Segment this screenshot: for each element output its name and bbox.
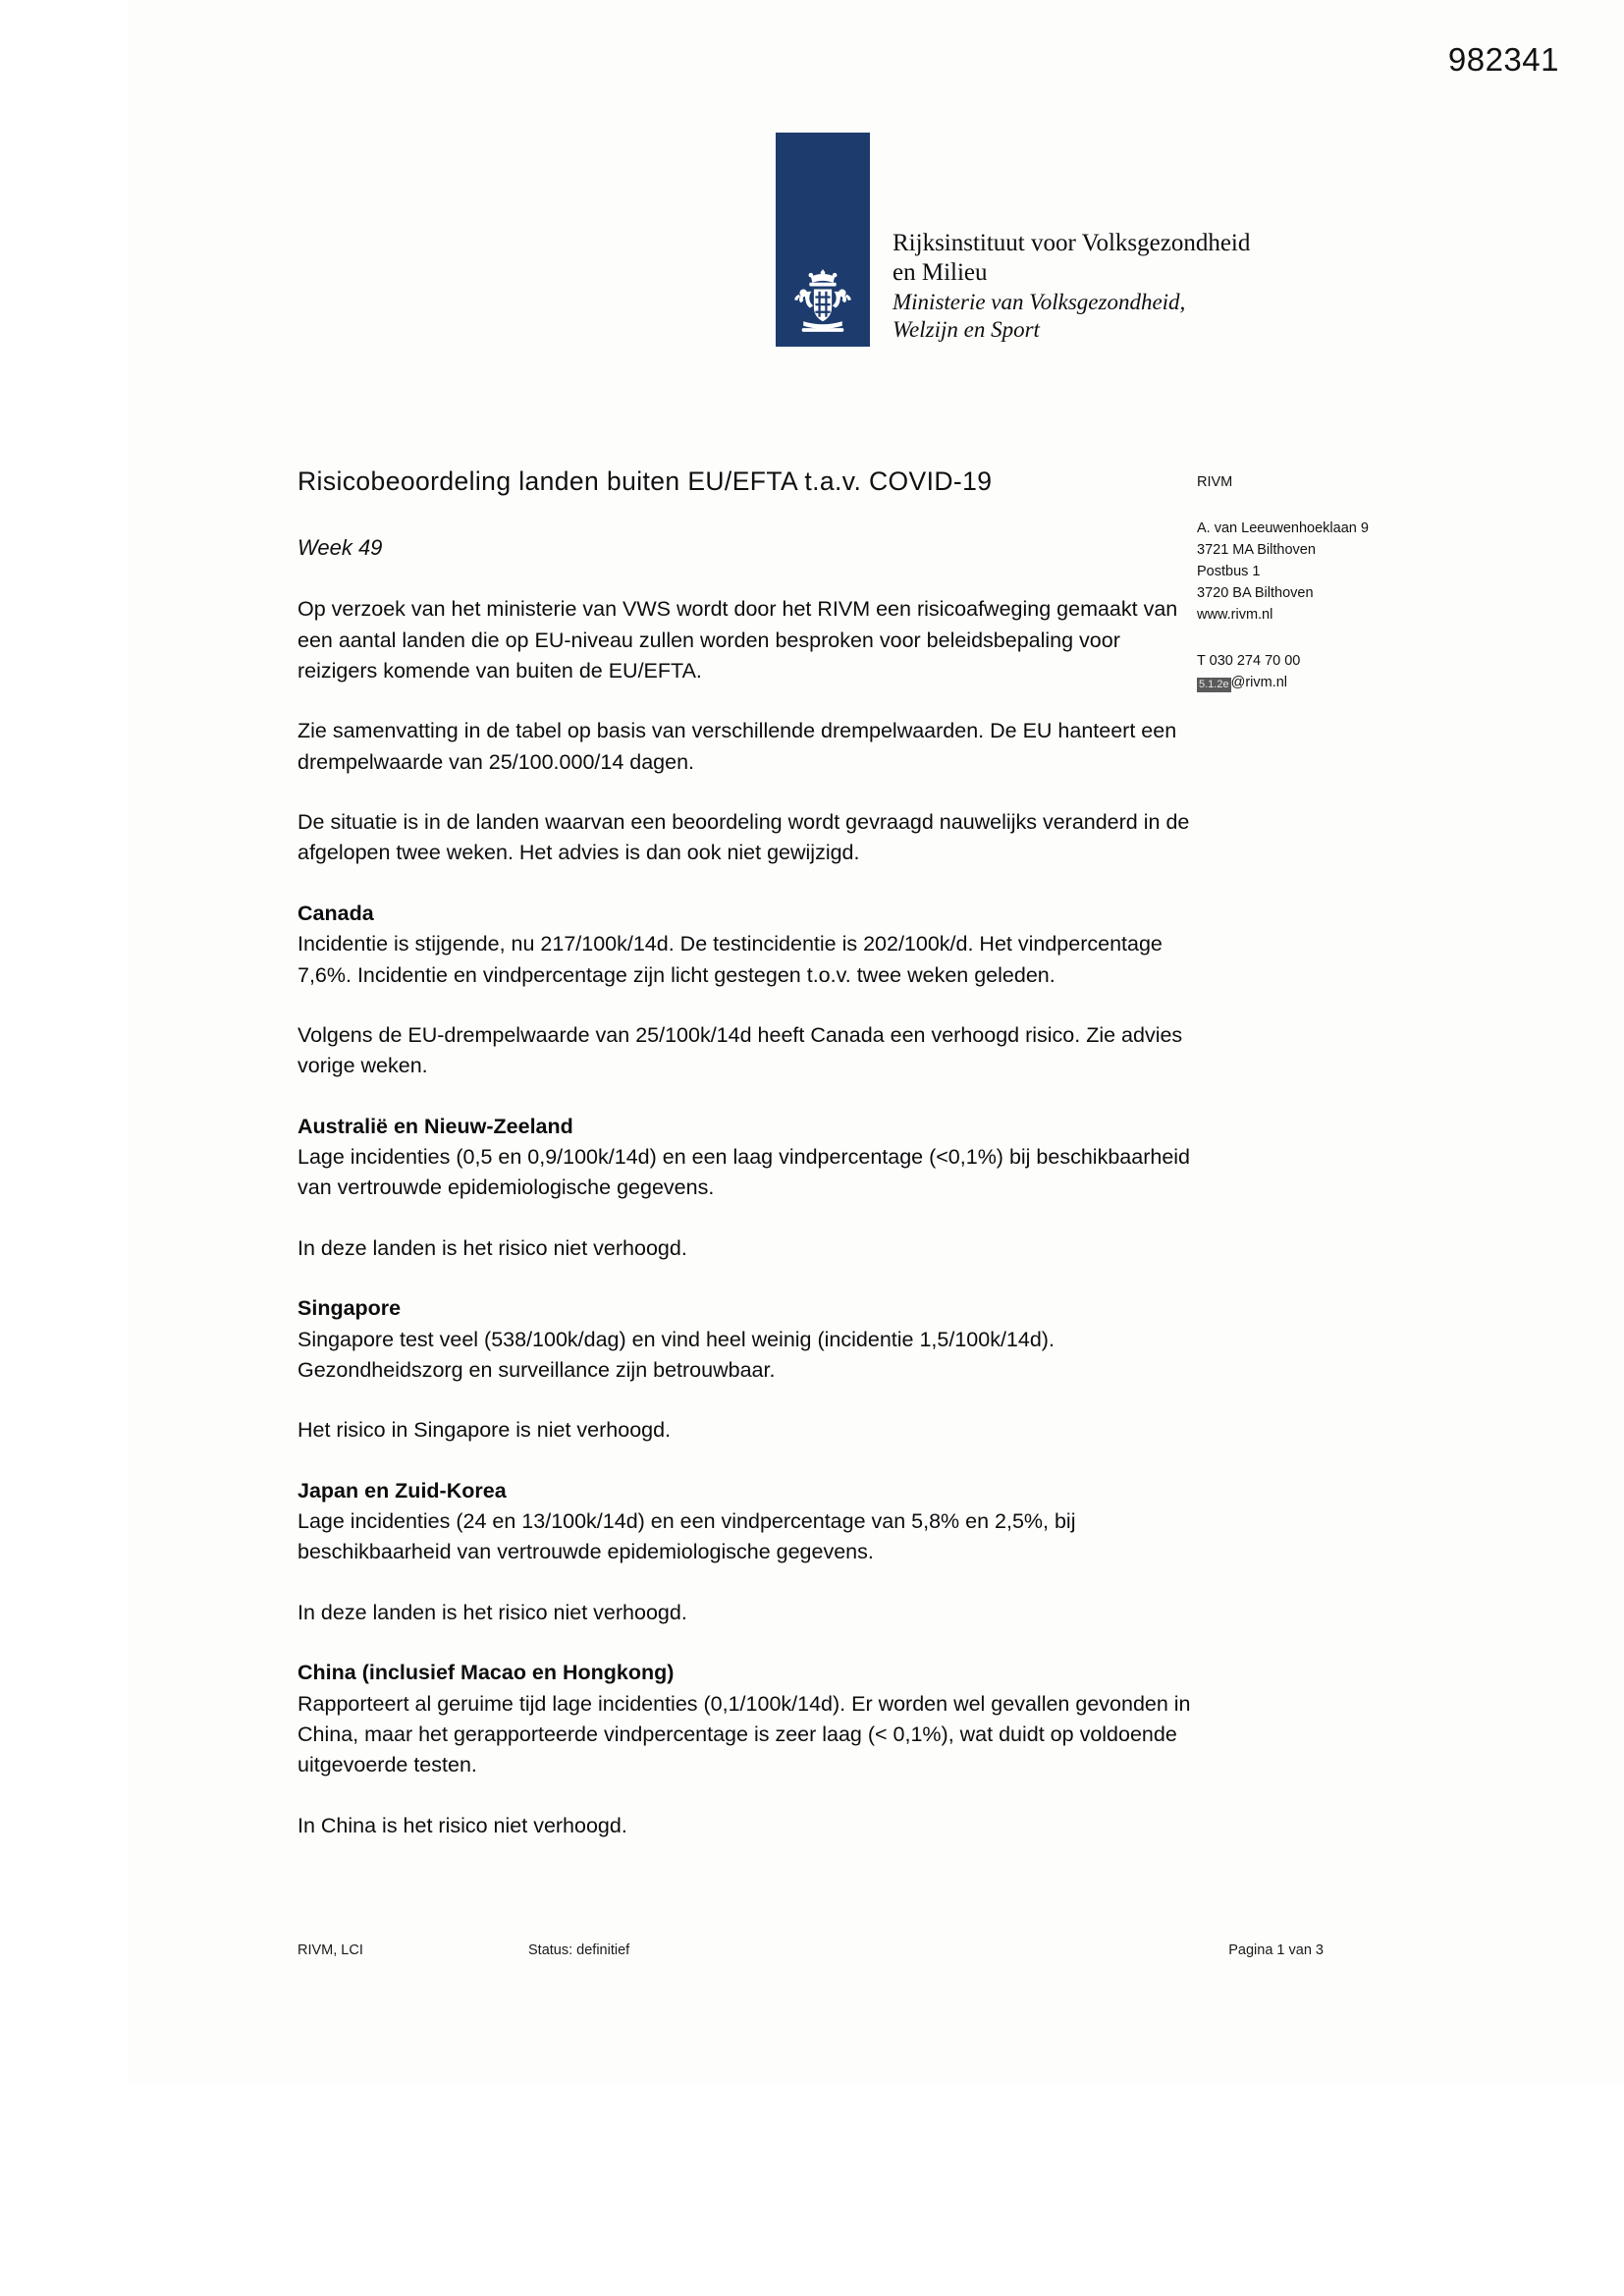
sidebar-address-block [1197, 518, 1491, 626]
logo-blue-bar [776, 133, 870, 347]
country-section-japan-zuid-korea [298, 1476, 1196, 1629]
document-id: 982341 [1447, 41, 1559, 78]
situation-paragraph: De situatie is in de landen waarvan een beoordeling wordt gevraagd nauwelijks veranderd in de afgelopen twee weken. Het advies is dan ook niet gewijzigd. [298, 810, 1190, 865]
dutch-coat-of-arms-icon [785, 266, 860, 341]
contact-sidebar [1197, 471, 1491, 718]
address-line: 3720 BA Bilthoven [1197, 585, 1314, 602]
rivm-logo [776, 133, 1250, 347]
section-body: Rapporteert al geruime tijd lage incidenties (0,1/100k/14d). Er worden wel gevallen gevonden in China, maar het gerapporteerde vindpercentage is zeer laag (< 0,1%), wat duidt op voldoende uitgevoerde testen. [298, 1691, 1191, 1777]
footer-status: Status: definitief [528, 1942, 630, 1958]
page-title: Risicobeoordeling landen buiten EU/EFTA t.a.v. COVID-19 [298, 466, 993, 496]
section-body: Lage incidenties (0,5 en 0,9/100k/14d) en een laag vindpercentage (<0,1%) bij beschikbaarheid van vertrouwde epidemiologische gegevens. [298, 1145, 1191, 1200]
footer-page-number: Pagina 1 van 3 [1228, 1942, 1324, 1958]
logo-ministry-line-1: Ministerie van Volksgezondheid, [893, 289, 1186, 314]
sidebar-organisation: RIVM [1197, 474, 1233, 490]
address-line: 3721 MA Bilthoven [1197, 542, 1316, 559]
address-line: A. van Leeuwenhoeklaan 9 [1197, 520, 1369, 537]
address-line: Postbus 1 [1197, 564, 1261, 580]
page-footer [298, 1942, 1324, 1958]
section-body: Singapore test veel (538/100k/dag) en vind heel weinig (incidentie 1,5/100k/14d). Gezondheidszorg en surveillance zijn betrouwbaar. [298, 1327, 1055, 1382]
logo-ministry-line-2: Welzijn en Sport [893, 317, 1040, 343]
section-body: Incidentie is stijgende, nu 217/100k/14d. De testincidentie is 202/100k/d. Het vindpercentage 7,6%. Incidentie en vindpercentage zijn licht gestegen t.o.v. twee weken geleden. [298, 932, 1163, 987]
country-section-australie-nieuw-zeeland [298, 1112, 1196, 1265]
section-heading: Singapore [298, 1296, 402, 1321]
country-section-canada [298, 899, 1196, 1082]
intro-paragraph: Op verzoek van het ministerie van VWS wordt door het RIVM een risicoafweging gemaakt van een aantal landen die op EU-niveau zullen worden besproken voor beleidsbepaling voor reizigers komende van buiten de EU/EFTA. [298, 597, 1178, 683]
section-heading: China (inclusief Macao en Hongkong) [298, 1661, 675, 1685]
document-body [298, 465, 1196, 1871]
section-conclusion: In China is het risico niet verhoogd. [298, 1813, 627, 1837]
section-heading: Japan en Zuid-Korea [298, 1478, 507, 1503]
section-heading: Canada [298, 901, 374, 925]
page-subtitle: Week 49 [298, 535, 383, 561]
phone-number: T 030 274 70 00 [1197, 653, 1301, 670]
sidebar-phone-email-block [1197, 650, 1491, 693]
country-section-china [298, 1658, 1196, 1841]
section-conclusion: Het risico in Singapore is niet verhoogd. [298, 1418, 672, 1443]
logo-organisation-line-1: Rijksinstituut voor Volksgezondheid [893, 229, 1251, 256]
logo-organisation-line-2: en Milieu [893, 259, 988, 287]
country-section-singapore [298, 1293, 1196, 1447]
section-heading: Australië en Nieuw-Zeeland [298, 1114, 573, 1138]
footer-origin: RIVM, LCI [298, 1942, 363, 1958]
section-conclusion: In deze landen is het risico niet verhoogd. [298, 1600, 687, 1624]
section-conclusion: Volgens de EU-drempelwaarde van 25/100k/14d heeft Canada een verhoogd risico. Zie advies vorige weken. [298, 1022, 1183, 1078]
threshold-paragraph: Zie samenvatting in de tabel op basis van verschillende drempelwaarden. De EU hanteert een drempelwaarde van 25/100.000/14 dagen. [298, 719, 1177, 774]
website-url[interactable]: www.rivm.nl [1197, 607, 1273, 624]
redaction-marker: 5.1.2e [1199, 679, 1229, 691]
logo-text-block [893, 229, 1250, 347]
email-domain: @rivm.nl [1230, 675, 1288, 691]
section-conclusion: In deze landen is het risico niet verhoogd. [298, 1235, 687, 1260]
section-body: Lage incidenties (24 en 13/100k/14d) en een vindpercentage van 5,8% en 2,5%, bij beschikbaarheid van vertrouwde epidemiologische gegevens. [298, 1509, 1076, 1564]
email-address [1197, 672, 1491, 693]
